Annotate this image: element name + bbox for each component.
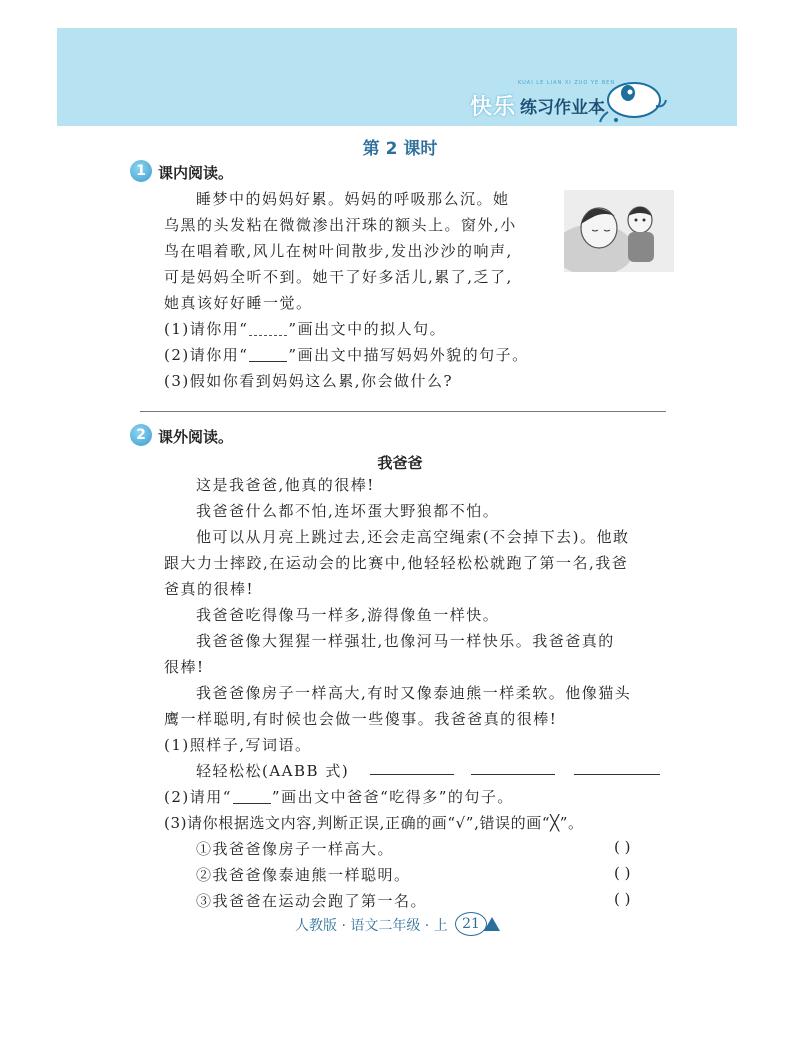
section2-title: 课外阅读。 — [158, 428, 234, 446]
section1-passage-line: 她真该好好睡一觉。 — [164, 294, 313, 312]
brand-logo — [470, 80, 616, 120]
judgement-item: ②我爸爸像泰迪熊一样聪明。 — [196, 866, 411, 884]
section2-passage-line: 他可以从月亮上跳过去,还会走高空绳索(不会掉下去)。他敢 — [196, 528, 630, 546]
answer-blank[interactable] — [471, 774, 555, 775]
lesson-title: 第 2 课时 — [362, 139, 438, 159]
q2-suffix: ”画出文中描写妈妈外貌的句子。 — [288, 346, 529, 364]
underline-sample — [233, 789, 271, 804]
section1-title: 课内阅读。 — [158, 164, 234, 182]
mascot-icon — [598, 76, 668, 124]
wavy-line-sample — [249, 321, 287, 336]
section1-question-3: (3)假如你看到妈妈这么累,你会做什么? — [164, 372, 454, 390]
section1-passage-line: 鸟在唱着歌,风儿在树叶间散步,发出沙沙的响声, — [164, 242, 513, 260]
section2-passage-line: 鹰一样聪明,有时候也会做一些傻事。我爸爸真的很棒! — [164, 710, 558, 728]
section2-passage-line: 我爸爸像大猩猩一样强壮,也像河马一样快乐。我爸爸真的 — [196, 632, 615, 650]
section2-passage-line: 这是我爸爸,他真的很棒! — [196, 476, 375, 494]
section2-passage-line: 爸真的很棒! — [164, 580, 255, 598]
brand-sub: 练习作业本 — [520, 97, 606, 118]
brand-pinyin: KUAI LE LIAN XI ZUO YE BEN — [518, 80, 616, 86]
answer-blank[interactable] — [370, 774, 454, 775]
section1-passage-line: 可是妈妈全听不到。她干了好多活儿,累了,乏了, — [164, 268, 513, 286]
story-title: 我爸爸 — [377, 454, 423, 472]
section2-passage-line: 很棒! — [164, 658, 205, 676]
section1-question-1 — [164, 318, 446, 340]
aabb-example: 轻轻松松(AABB 式) — [196, 762, 350, 780]
section2-question-2 — [164, 786, 514, 808]
underline-sample — [249, 347, 287, 362]
triangle-icon — [483, 916, 501, 932]
q2-prefix: (2)请你用“ — [164, 346, 249, 364]
section1-passage-line: 乌黑的头发粘在微微渗出汗珠的额头上。窗外,小 — [164, 216, 517, 234]
q2-suffix: ”画出文中爸爸“吃得多”的句子。 — [271, 788, 514, 806]
section1-passage-line: 睡梦中的妈妈好累。妈妈的呼吸那么沉。她 — [196, 190, 510, 208]
q2-prefix: (2)请用“ — [164, 788, 232, 806]
brand-main: 快乐 — [470, 94, 517, 120]
section2-number-badge: 2 — [130, 424, 152, 446]
edition-label: 人教版 · 语文二年级 · 上 — [295, 918, 448, 934]
answer-blank[interactable] — [574, 774, 660, 775]
judgement-answer-box[interactable]: ( ) — [614, 890, 631, 908]
judgement-item: ①我爸爸像房子一样高大。 — [196, 840, 395, 858]
section2-passage-line: 跟大力士摔跤,在运动会的比赛中,他轻轻松松就跑了第一名,我爸 — [164, 554, 629, 572]
judgement-answer-box[interactable]: ( ) — [614, 864, 631, 882]
section2-question-1: (1)照样子,写词语。 — [164, 736, 312, 754]
section2-passage-line: 我爸爸什么都不怕,连坏蛋大野狼都不怕。 — [196, 502, 500, 520]
mother-child-illustration — [564, 190, 674, 272]
q1-prefix: (1)请你用“ — [164, 320, 249, 338]
page-number: 21 — [455, 912, 487, 936]
judgement-answer-box[interactable]: ( ) — [614, 838, 631, 856]
section2-passage-line: 我爸爸吃得像马一样多,游得像鱼一样快。 — [196, 606, 500, 624]
judgement-item: ③我爸爸在运动会跑了第一名。 — [196, 892, 428, 910]
q1-suffix: ”画出文中的拟人句。 — [288, 320, 447, 338]
section2-passage-line: 我爸爸像房子一样高大,有时又像泰迪熊一样柔软。他像猫头 — [196, 684, 632, 702]
section1-number-badge: 1 — [130, 160, 152, 182]
section-divider — [140, 411, 666, 412]
section2-question-3: (3)请你根据选文内容,判断正误,正确的画“√”,错误的画“╳”。 — [164, 814, 584, 832]
section1-question-2 — [164, 344, 529, 366]
